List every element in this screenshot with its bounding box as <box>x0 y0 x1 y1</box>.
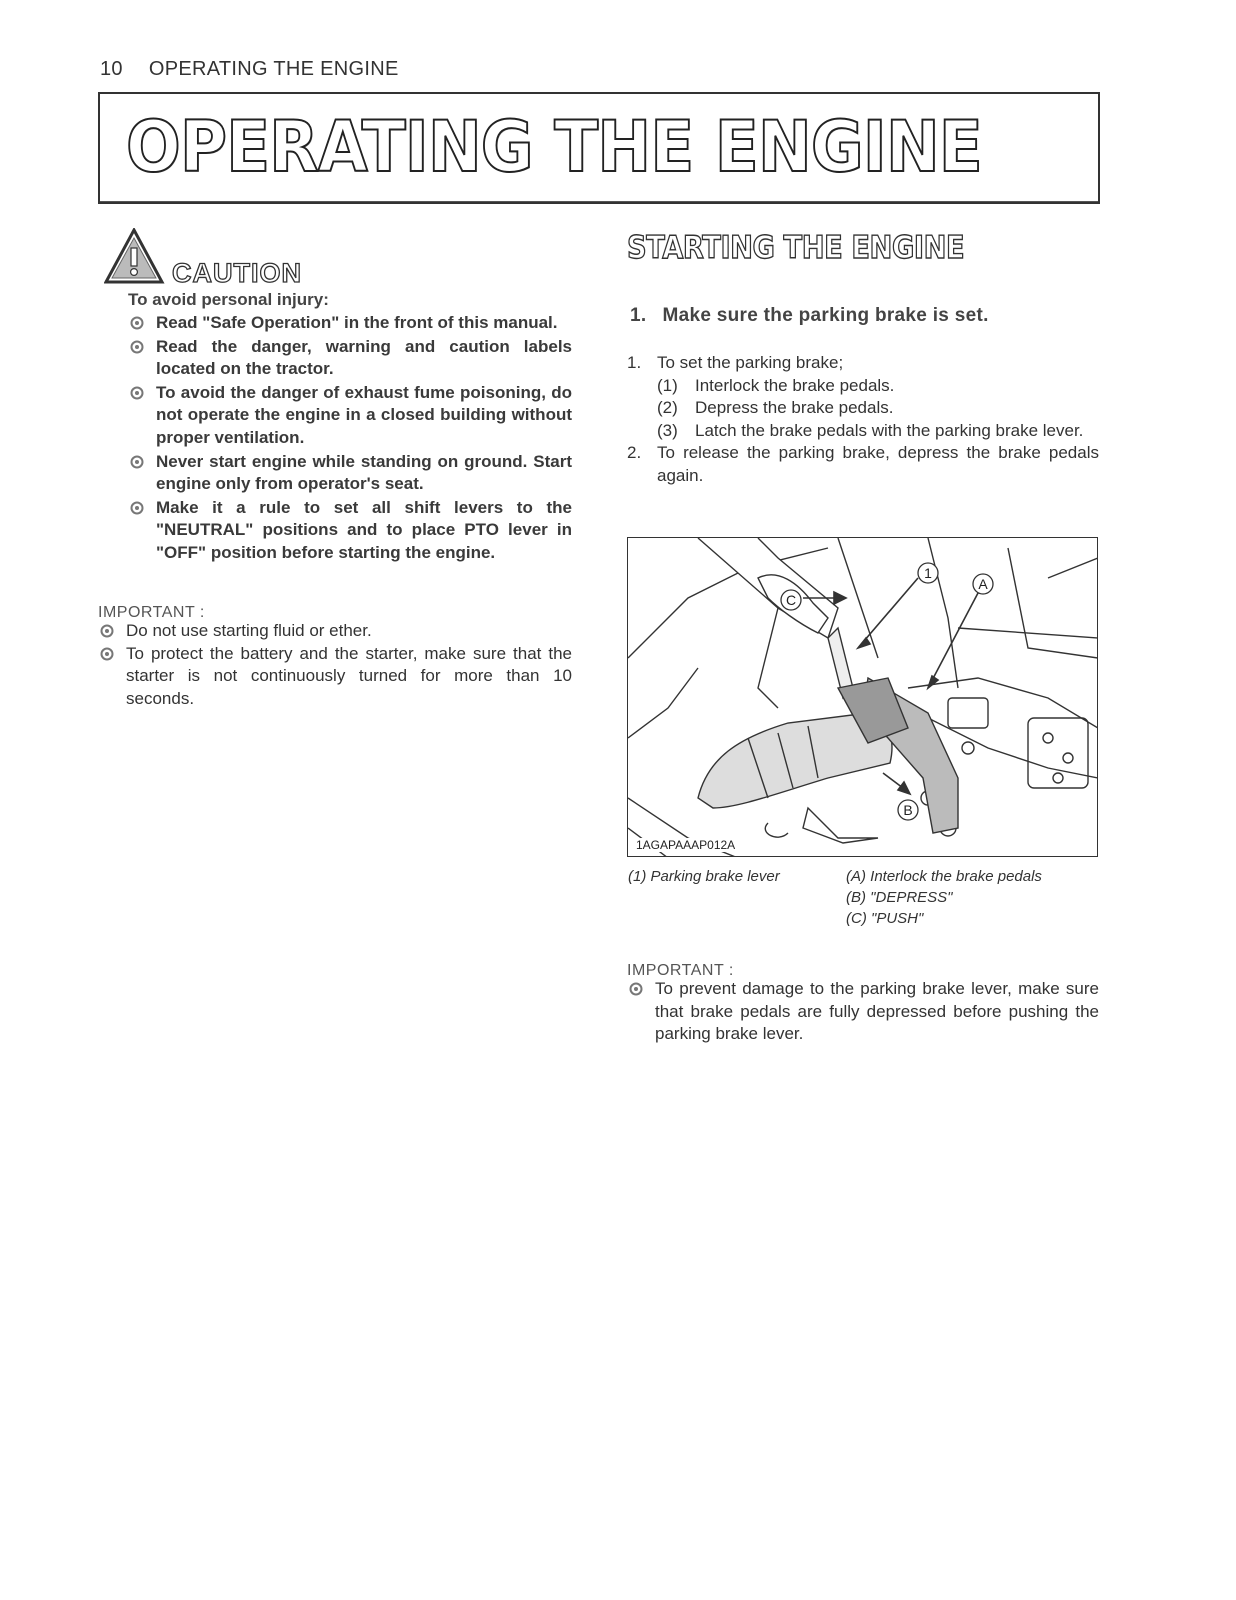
marker-b: B <box>903 802 913 818</box>
page-number: 10 <box>100 58 123 80</box>
list-item: To prevent damage to the parking brake lever, make sure that brake pedals are fully depressed before pushing the parking brake lever. <box>627 978 1099 1046</box>
important-list <box>627 978 1099 1046</box>
important-label: IMPORTANT : <box>98 604 205 621</box>
caution-intro: To avoid personal injury: <box>128 290 329 309</box>
caption-1: (1) Parking brake lever <box>628 868 780 885</box>
brake-pedal-illustration <box>628 538 1098 857</box>
list-item: (2) Depress the brake pedals. <box>657 398 894 417</box>
list-item: 1. To set the parking brake; <box>627 353 844 372</box>
bullet-icon <box>629 982 643 996</box>
chapter-title: OPERATING THE ENGINE <box>126 106 982 188</box>
step-heading-text: Make sure the parking brake is set. <box>662 305 989 326</box>
list-item: (3) Latch the brake pedals with the parking brake lever. <box>657 420 1084 440</box>
caution-heading: CAUTION <box>172 258 302 288</box>
running-header <box>100 58 399 81</box>
section-title: STARTING THE ENGINE <box>627 230 965 266</box>
list-item: 2. To release the parking brake, depress the brake pedals again. <box>627 443 1099 485</box>
list-item: Never start engine while standing on ground. Start engine only from operator's seat. <box>128 451 572 496</box>
bullet-icon <box>130 386 144 400</box>
bullet-icon <box>130 316 144 330</box>
bullet-icon <box>130 340 144 354</box>
list-item: To protect the battery and the starter, make sure that the starter is not continuously turned for more than 10 seconds. <box>98 643 572 711</box>
important-label: IMPORTANT : <box>627 962 734 979</box>
list-item: Read the danger, warning and caution labels located on the tractor. <box>128 336 572 381</box>
chapter-title-box <box>98 92 1100 204</box>
running-title: OPERATING THE ENGINE <box>148 58 399 80</box>
steps-list <box>627 352 1099 487</box>
bullet-icon <box>100 624 114 638</box>
important-list <box>98 620 572 710</box>
marker-c: C <box>785 592 797 608</box>
list-item: Do not use starting fluid or ether. <box>98 620 572 643</box>
marker-a: A <box>978 576 988 592</box>
list-item: Make it a rule to set all shift levers to the "NEUTRAL" positions and to place PTO lever in "OFF" position before starting the engine. <box>128 497 572 565</box>
marker-1: 1 <box>924 565 932 581</box>
caption-c: (C) "PUSH" <box>846 910 924 927</box>
warning-triangle-icon <box>104 228 166 286</box>
list-item: To avoid the danger of exhaust fume poisoning, do not operate the engine in a closed building without proper ventilation. <box>128 382 572 450</box>
step-number: 1. <box>630 305 647 326</box>
caption-a: (A) Interlock the brake pedals <box>846 868 1042 885</box>
brake-pedal-figure <box>627 537 1098 857</box>
bullet-icon <box>130 455 144 469</box>
step-heading <box>630 305 989 327</box>
bullet-icon <box>130 501 144 515</box>
caution-list <box>128 312 572 566</box>
bullet-icon <box>100 647 114 661</box>
list-item: Read "Safe Operation" in the front of this manual. <box>128 312 572 335</box>
caption-b: (B) "DEPRESS" <box>846 889 953 906</box>
title-underline <box>100 201 1098 202</box>
list-item: (1) Interlock the brake pedals. <box>657 375 895 395</box>
figure-code: 1AGAPAAAP012A <box>636 838 736 852</box>
